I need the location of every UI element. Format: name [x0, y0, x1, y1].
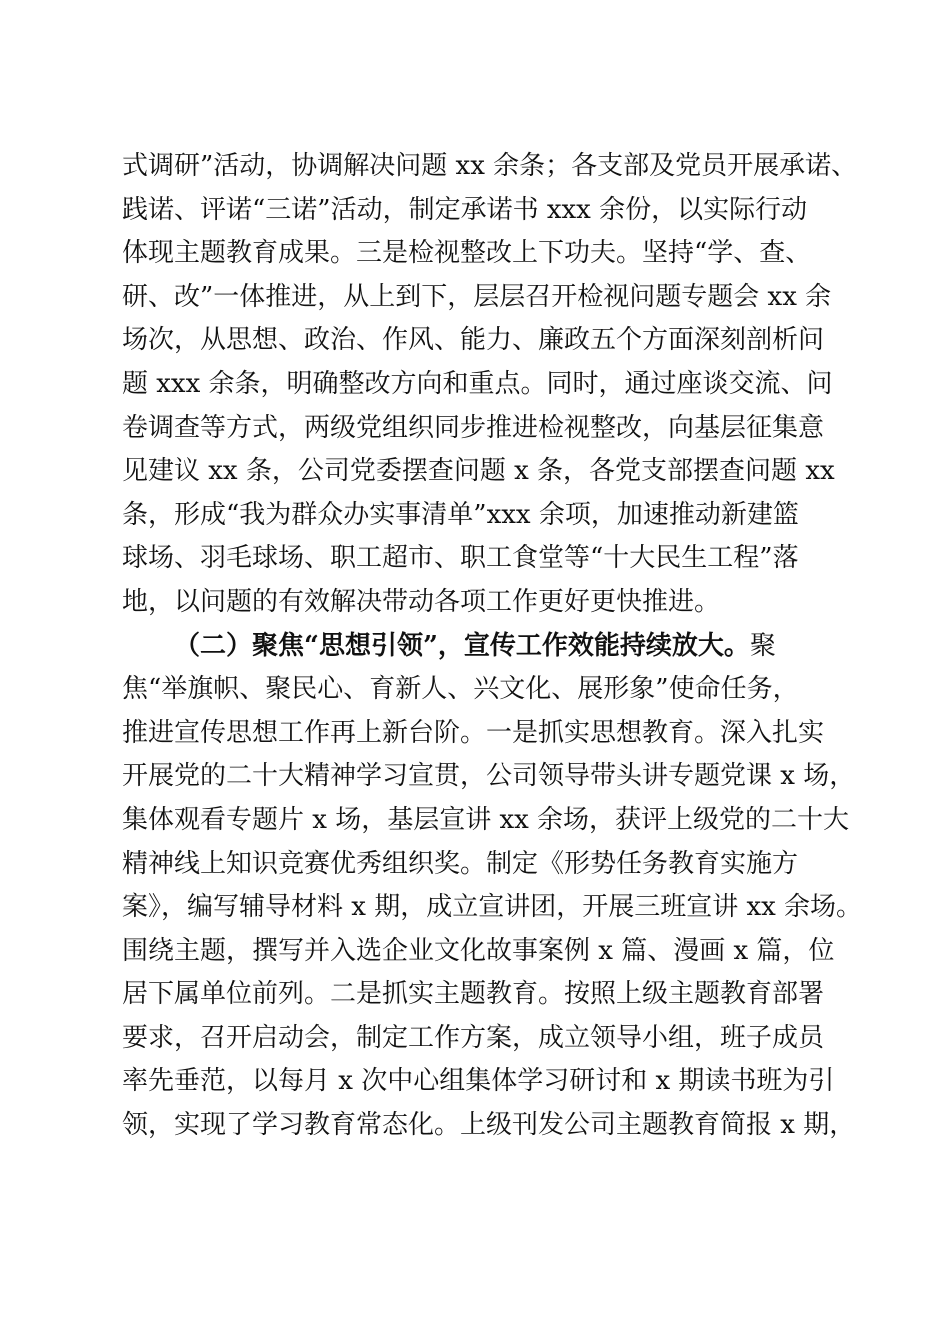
- paragraph-line: 见建议 xx 条，公司党委摆查问题 x 条，各党支部摆查问题 xx: [122, 456, 835, 487]
- paragraph-line: 式调研”活动，协调解决问题 xx 余条；各支部及党员开展承诺、: [122, 151, 858, 181]
- section-heading-line: [122, 625, 842, 669]
- paragraph-line: 围绕主题，撰写并入选企业文化故事案例 x 篇、漫画 x 篇，位: [122, 935, 835, 966]
- paragraph-line: 球场、羽毛球场、职工超市、职工食堂等“十大民生工程”落: [122, 543, 799, 574]
- paragraph-line: 案》，编写辅导材料 x 期，成立宣讲团，开展三班宣讲 xx 余场。: [122, 892, 863, 923]
- paragraph-line: 要求，召开启动会，制定工作方案，成立领导小组，班子成员: [122, 1022, 825, 1053]
- paragraph-line: 集体观看专题片 x 场，基层宣讲 xx 余场，获评上级党的二十大: [122, 804, 850, 835]
- paragraph-line: 条，形成“我为群众办实事清单”xxx 余项，加速推动新建篮: [122, 499, 799, 530]
- paragraph-line: 精神线上知识竞赛优秀组织奖。制定《形势任务教育实施方: [122, 848, 799, 879]
- section-heading: （二）聚焦“思想引领”，宣传工作效能持续放大。: [174, 630, 750, 661]
- paragraph-line: 居下属单位前列。二是抓实主题教育。按照上级主题教育部署: [122, 979, 825, 1010]
- paragraph-line: 开展党的二十大精神学习宣贯，公司领导带头讲专题党课 x 场，: [122, 761, 856, 792]
- paragraph-line: 践诺、评诺“三诺”活动，制定承诺书 xxx 余份，以实际行动: [122, 194, 808, 225]
- paragraph-line: 地，以问题的有效解决带动各项工作更好更快推进。: [122, 586, 721, 617]
- paragraph-line: 推进宣传思想工作再上新台阶。一是抓实思想教育。深入扎实: [122, 717, 825, 748]
- paragraph-line: 研、改”一体推进，从上到下，层层召开检视问题专题会 xx 余: [122, 281, 832, 312]
- paragraph-line: 率先垂范，以每月 x 次中心组集体学习研讨和 x 期读书班为引: [122, 1066, 835, 1097]
- paragraph-line: 焦“举旗帜、聚民心、育新人、兴文化、展形象”使命任务，: [122, 674, 799, 705]
- paragraph-line: 场次，从思想、政治、作风、能力、廉政五个方面深刻剖析问: [122, 325, 825, 356]
- document-body: [122, 145, 863, 1148]
- section-heading-tail: 聚: [749, 630, 776, 661]
- paragraph-line: 领，实现了学习教育常态化。上级刊发公司主题教育简报 x 期，: [122, 1110, 856, 1141]
- paragraph-line: 体现主题教育成果。三是检视整改上下功夫。坚持“学、查、: [122, 238, 812, 269]
- paragraph-line: 卷调查等方式，两级党组织同步推进检视整改，向基层征集意: [122, 412, 825, 443]
- paragraph-line: 题 xxx 余条，明确整改方向和重点。同时，通过座谈交流、问: [122, 368, 833, 399]
